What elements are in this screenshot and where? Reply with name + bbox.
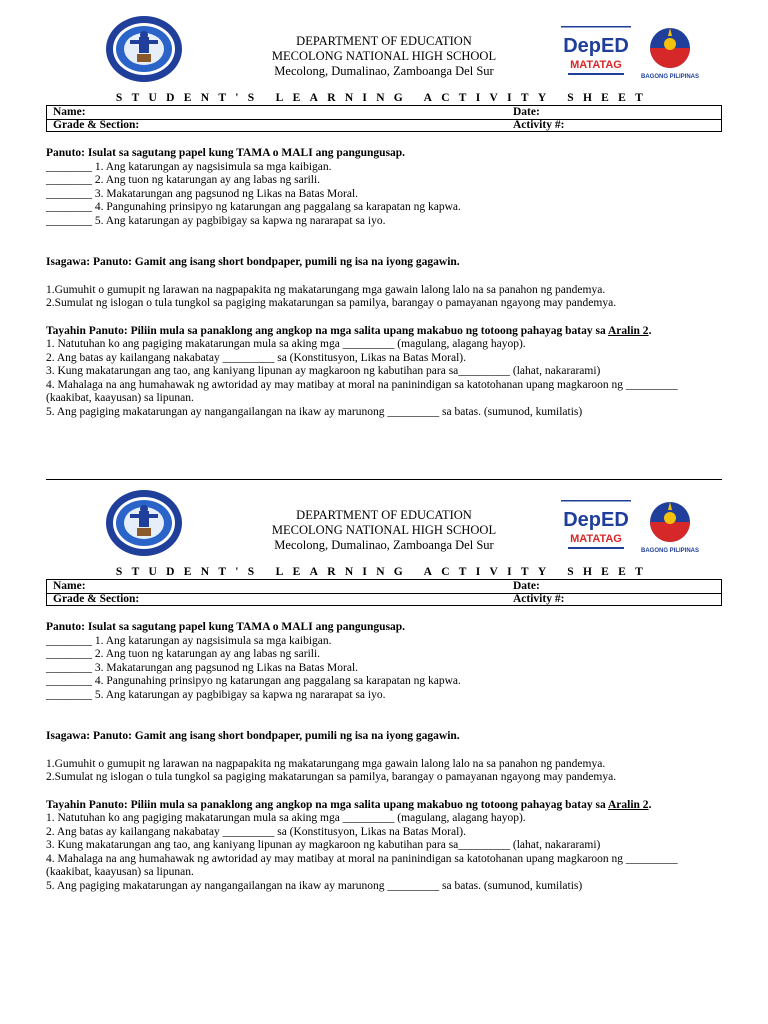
aralin-label: Aralin 2 xyxy=(607,798,649,811)
school-header xyxy=(200,34,568,79)
deped-logo-text: DepED xyxy=(563,35,629,57)
name-field[interactable]: Name: xyxy=(53,580,86,592)
student-info-box xyxy=(46,105,722,132)
matatag-text: MATATAG xyxy=(570,533,622,545)
tama-mali-item: ________ 3. Makatarungan ang pagsunod ng Likas na Batas Moral. xyxy=(46,661,359,674)
tama-mali-item: ________ 5. Ang katarungan ay pagbibigay sa kapwa ng nararapat sa iyo. xyxy=(46,214,386,227)
tayahin-item: 3. Kung makatarungan ang tao, ang kaniyang lipunan ay magkaroon ng kabutihan para sa_________ (lahat, nakararami) xyxy=(46,839,601,851)
activity-number-field[interactable]: Activity #: xyxy=(513,593,565,605)
sheet-divider xyxy=(46,479,722,480)
aralin-label: Aralin 2 xyxy=(607,324,649,337)
tayahin-item: 2. Ang batas ay kailangang nakabatay _________ sa (Konstitusyon, Likas na Batas Moral). xyxy=(46,825,466,838)
bagong-pilipinas-text: BAGONG PILIPINAS xyxy=(640,548,700,554)
tama-mali-item: ________ 4. Pangunahing prinsipyo ng katarungan ang paggalang sa karapatan ng kapwa. xyxy=(46,675,461,687)
tayahin-instruction-text: Tayahin Panuto: Piliin mula sa panaklong ang angkop na mga salita upang makabuo ng totoong pahayag batay sa xyxy=(46,798,606,811)
tama-mali-item: ________ 3. Makatarungan ang pagsunod ng Likas na Batas Moral. xyxy=(46,187,359,200)
panuto-instruction: Panuto: Isulat sa sagutang papel kung TAMA o MALI ang pangungusap. xyxy=(46,147,406,159)
date-field[interactable]: Date: xyxy=(513,580,540,592)
activity-sheet-top xyxy=(0,8,768,480)
tayahin-item: 4. Mahalaga na ang humahawak ng awtoridad ay may matibay at moral na paninindigan sa katotohanan upang magkaroon ng _________ (kaakibat, kaayusan) sa lipunan. xyxy=(46,852,678,878)
tama-mali-item: ________ 2. Ang tuon ng katarungan ay ang labas ng sarili. xyxy=(46,648,321,660)
tama-mali-item: ________ 5. Ang katarungan ay pagbibigay sa kapwa ng nararapat sa iyo. xyxy=(46,688,386,701)
deped-matatag-logo-icon xyxy=(560,498,632,556)
info-row-name-date xyxy=(47,580,721,594)
tayahin-item: 5. Ang pagiging makatarungan ay nangangailangan na ikaw ay marunong _________ sa batas. (sumunod, kumilatis) xyxy=(46,879,583,892)
name-field[interactable]: Name: xyxy=(53,106,86,118)
date-field[interactable]: Date: xyxy=(513,106,540,118)
tayahin-item: 1. Natutuhan ko ang pagiging makatarungan mula sa aking mga _________ (magulang, alagang hayop). xyxy=(46,338,526,350)
school-header xyxy=(200,508,568,553)
bagong-pilipinas-logo-icon xyxy=(636,24,704,82)
school-name: MECOLONG NATIONAL HIGH SCHOOL xyxy=(271,523,497,537)
department-name: DEPARTMENT OF EDUCATION xyxy=(296,34,472,48)
tayahin-instruction-text: Tayahin Panuto: Piliin mula sa panaklong ang angkop na mga salita upang makabuo ng totoong pahayag batay sa xyxy=(46,324,606,337)
school-seal-icon xyxy=(104,14,184,84)
department-name: DEPARTMENT OF EDUCATION xyxy=(296,508,472,522)
matatag-text: MATATAG xyxy=(570,59,622,71)
tayahin-instruction: Tayahin Panuto: Piliin mula sa panaklong ang angkop na mga salita upang makabuo ng totoong pahayag batay sa Aralin 2. xyxy=(46,324,652,337)
sheet-title: STUDENT'S LEARNING ACTIVITY SHEET xyxy=(115,566,653,578)
student-info-box xyxy=(46,579,722,606)
school-name: MECOLONG NATIONAL HIGH SCHOOL xyxy=(271,49,497,63)
tama-mali-item: ________ 1. Ang katarungan ay nagsisimula sa mga kaibigan. xyxy=(46,634,332,647)
school-address: Mecolong, Dumalinao, Zamboanga Del Sur xyxy=(274,64,494,78)
bagong-pilipinas-logo-icon xyxy=(636,498,704,556)
activity-sheet-bottom xyxy=(0,482,768,954)
deped-logo-text: DepED xyxy=(563,509,629,531)
isagawa-item: 1.Gumuhit o gumupit ng larawan na nagpapakita ng makatarungang mga gawain lalong lalo na sa panahon ng pandemya. xyxy=(46,283,606,296)
tayahin-instruction: Tayahin Panuto: Piliin mula sa panaklong ang angkop na mga salita upang makabuo ng totoong pahayag batay sa Aralin 2. xyxy=(46,798,652,811)
isagawa-item: 2.Sumulat ng islogan o tula tungkol sa pagiging makatarungan sa pamilya, barangay o pamayanan ngayong may pandemya. xyxy=(46,771,617,783)
tayahin-item: 1. Natutuhan ko ang pagiging makatarungan mula sa aking mga _________ (magulang, alagang hayop). xyxy=(46,812,526,824)
sheet-title: STUDENT'S LEARNING ACTIVITY SHEET xyxy=(115,92,653,104)
school-address: Mecolong, Dumalinao, Zamboanga Del Sur xyxy=(274,538,494,552)
tama-mali-item: ________ 2. Ang tuon ng katarungan ay ang labas ng sarili. xyxy=(46,174,321,186)
sheet-content xyxy=(46,621,726,893)
tayahin-item: 5. Ang pagiging makatarungan ay nangangailangan na ikaw ay marunong _________ sa batas. (sumunod, kumilatis) xyxy=(46,405,583,418)
tayahin-item: 3. Kung makatarungan ang tao, ang kaniyang lipunan ay magkaroon ng kabutihan para sa_________ (lahat, nakararami) xyxy=(46,365,601,377)
bagong-pilipinas-text: BAGONG PILIPINAS xyxy=(640,74,700,80)
info-row-grade-activity xyxy=(47,593,721,606)
tama-mali-item: ________ 4. Pangunahing prinsipyo ng katarungan ang paggalang sa karapatan ng kapwa. xyxy=(46,201,461,213)
isagawa-item: 1.Gumuhit o gumupit ng larawan na nagpapakita ng makatarungang mga gawain lalong lalo na sa panahon ng pandemya. xyxy=(46,757,606,770)
deped-matatag-logo-icon xyxy=(560,24,632,82)
info-row-grade-activity xyxy=(47,119,721,132)
tayahin-item: 4. Mahalaga na ang humahawak ng awtoridad ay may matibay at moral na paninindigan sa katotohanan upang magkaroon ng _________ (kaakibat, kaayusan) sa lipunan. xyxy=(46,378,678,404)
info-row-name-date xyxy=(47,106,721,120)
panuto-instruction: Panuto: Isulat sa sagutang papel kung TAMA o MALI ang pangungusap. xyxy=(46,621,406,633)
tama-mali-item: ________ 1. Ang katarungan ay nagsisimula sa mga kaibigan. xyxy=(46,160,332,173)
isagawa-instruction: Isagawa: Panuto: Gamit ang isang short bondpaper, pumili ng isa na iyong gagawin. xyxy=(46,256,460,268)
grade-section-field[interactable]: Grade & Section: xyxy=(53,119,140,131)
school-seal-icon xyxy=(104,488,184,558)
activity-number-field[interactable]: Activity #: xyxy=(513,119,565,131)
isagawa-item: 2.Sumulat ng islogan o tula tungkol sa pagiging makatarungan sa pamilya, barangay o pamayanan ngayong may pandemya. xyxy=(46,297,617,309)
isagawa-instruction: Isagawa: Panuto: Gamit ang isang short bondpaper, pumili ng isa na iyong gagawin. xyxy=(46,730,460,742)
sheet-content xyxy=(46,147,726,419)
tayahin-item: 2. Ang batas ay kailangang nakabatay _________ sa (Konstitusyon, Likas na Batas Moral). xyxy=(46,351,466,364)
grade-section-field[interactable]: Grade & Section: xyxy=(53,593,140,605)
